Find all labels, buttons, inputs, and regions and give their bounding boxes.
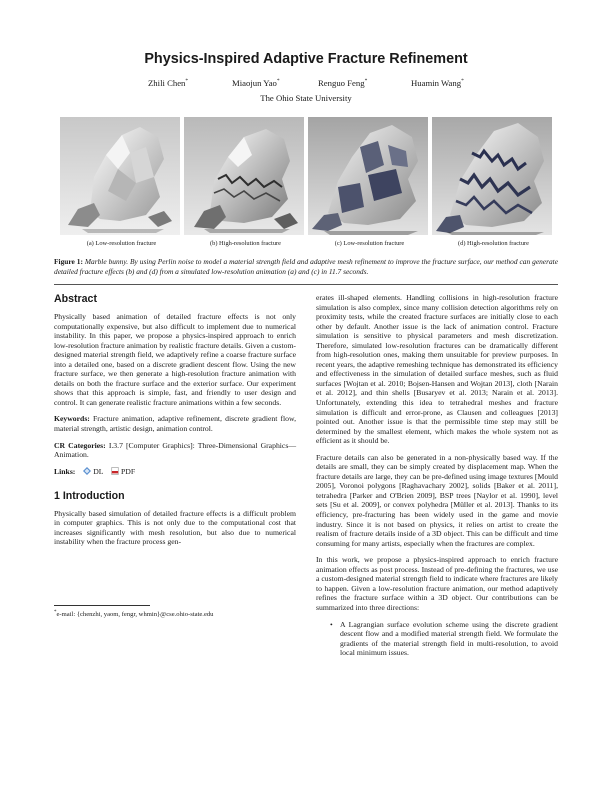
- author: Renguo Feng*: [318, 78, 368, 88]
- figure-caption: [54, 257, 558, 276]
- affiliation: The Ohio State University: [260, 93, 352, 103]
- subcaption-a: (a) Low-resolution fracture: [86, 240, 157, 247]
- footnote-rule: [54, 605, 150, 606]
- abstract-heading: Abstract: [54, 293, 97, 305]
- links-label: Links:: [54, 466, 76, 476]
- author: Huamin Wang*: [411, 78, 464, 88]
- subcaption-b: (b) High-resolution fracture: [210, 240, 281, 247]
- acm-dl-icon: [83, 467, 91, 475]
- right-column: [316, 293, 558, 658]
- figure-label: Figure 1:: [54, 257, 83, 266]
- footnote: *e-mail: {chenzhi, yaom, fengr, whmin}@cse.ohio-state.edu: [54, 605, 296, 618]
- paper-title: Physics-Inspired Adaptive Fracture Refinement: [144, 51, 468, 67]
- figure-panel-c: [308, 117, 428, 235]
- figure-panel-a: [60, 117, 180, 235]
- figure-caption-text: Marble bunny. By using Perlin noise to model a material strength field and adaptive mesh refinement to improve the fracture surface, our method can generate detailed fracture effects (b) and (d) from a simulated low-resolution animation (a) and (c) in 11.7 seconds.: [54, 257, 558, 276]
- author: Zhili Chen*: [148, 78, 189, 88]
- figure-panel-d: [432, 117, 552, 235]
- cr-categories: CR Categories: I.3.7 [Computer Graphics]: Three-Dimensional Graphics—Animation.: [54, 440, 297, 460]
- dl-link[interactable]: DL: [83, 467, 105, 476]
- teaser-figure: [60, 117, 552, 235]
- author-list: [0, 78, 612, 90]
- abstract-text: Physically based animation of detailed fracture effects is not only computationally expensive, but also difficult to implement due to numerical instability. In this paper, we propose a physics-inspired approach to enrich low-resolution fracture animation by realistic fracture details. Given a custom-designed material strength field, we adaptively refine a coarse fracture surface into a detailed one, based on a discrete gradient descent flow. Using the new fracture surface, we then generate a high-resolution fracture animation with details on both the fracture surface and the exterior surface. Our experiment shows that this approach is simple, fast, and friendly to user design and control. It can generate realistic fracture animations within a few seconds.: [54, 312, 296, 407]
- subcaption-c: (c) Low-resolution fracture: [334, 240, 405, 247]
- author: Miaojun Yao*: [232, 78, 280, 88]
- body-paragraph: erates ill-shaped elements. Handling collisions in high-resolution fracture simulation is also complex, since many collision detection algorithms rely on proximity tests, while the created fracture surfaces are initially close to each other by default. Another issue is the lack of animation control. Fracture simulation is sensitive to physical parameters and mesh discretization. Therefore, simulated low-resolution fractures can be dramatically different from high-resolution ones, making them unsuitable for preview purposes. In recent years, the adaptive remeshing technique has demonstrated its efficiency and effectiveness in the simulation of detailed surface meshes, such as fluid surfaces [Wojtan et al. 2010; Bojsen-Hansen and Wojtan 2013], cloth [Narain et al. 2012], and thin shells [Busaryev et al. 2013; Narain et al. 2013]. Unfortunately, extending this idea to tetrahedral meshes and fracture simulation is difficult and error-prone, as Clausen and colleagues [2013] pointed out. Another issue is that the permissible time step may still be determined by the smallest element, which makes the whole system not as efficient as it should be.: [316, 293, 558, 446]
- list-item: • A Lagrangian surface evolution scheme using the discrete gradient descent flow and a modified material strength field. We formulate the gradients of the material strength field in multi-resolution, to avoid local minimum issues.: [330, 620, 558, 658]
- introduction-heading: 1 Introduction: [54, 489, 125, 502]
- subcaption-d: (d) High-resolution fracture: [458, 240, 529, 247]
- contribution-list: [330, 620, 558, 658]
- keywords: Keywords: Fracture animation, adaptive refinement, discrete gradient flow, material strength, artistic design, animation control.: [54, 414, 296, 434]
- body-paragraph: Fracture details can also be generated in a non-physically based way. If the details are small, they can be simply created by displacement map. When the fracture details are large, they can be pre-defined using image textures [Mould 2005], Voronoi polygons [Raghavachary 2002], solids [Baker et al. 2011], tetrahedra [Parker and O'Brien 2009], BSP trees [Naylor et al. 1990], level sets [Su et al. 2009], or convex polyhedra [Müller et al. 2013]. Thanks to its efficiency, pre-fracturing has been widely used in the game and movie industry. Since it is not based on physics, it relies on artist to create the realism of fracture details inside of a 3D object. This can be difficult and time consuming for many artists, especially when the fractures are complex.: [316, 452, 558, 548]
- pdf-icon: [111, 467, 119, 475]
- left-column: [54, 293, 296, 554]
- body-paragraph: In this work, we propose a physics-inspired approach to enrich fracture animation effects as post process. Instead of pre-defining the fractures, we use a custom-designed material strength field to indicate where fractures are likely to happen. Given a low-resolution fracture animation, our method adaptively refines the fracture surface within a 3D object. Our contributions can be summarized into three directions:: [316, 555, 558, 612]
- figure-panel-b: [184, 117, 304, 235]
- links-row: [54, 467, 296, 476]
- header-divider: [54, 284, 558, 285]
- pdf-link[interactable]: PDF: [111, 467, 135, 476]
- intro-paragraph: Physically based simulation of detailed fracture effects is a difficult problem in computer graphics. This is not only due to the computational cost that increases significantly with mesh resolution, but also due to numerical instability when the fracture process gen-: [54, 508, 296, 547]
